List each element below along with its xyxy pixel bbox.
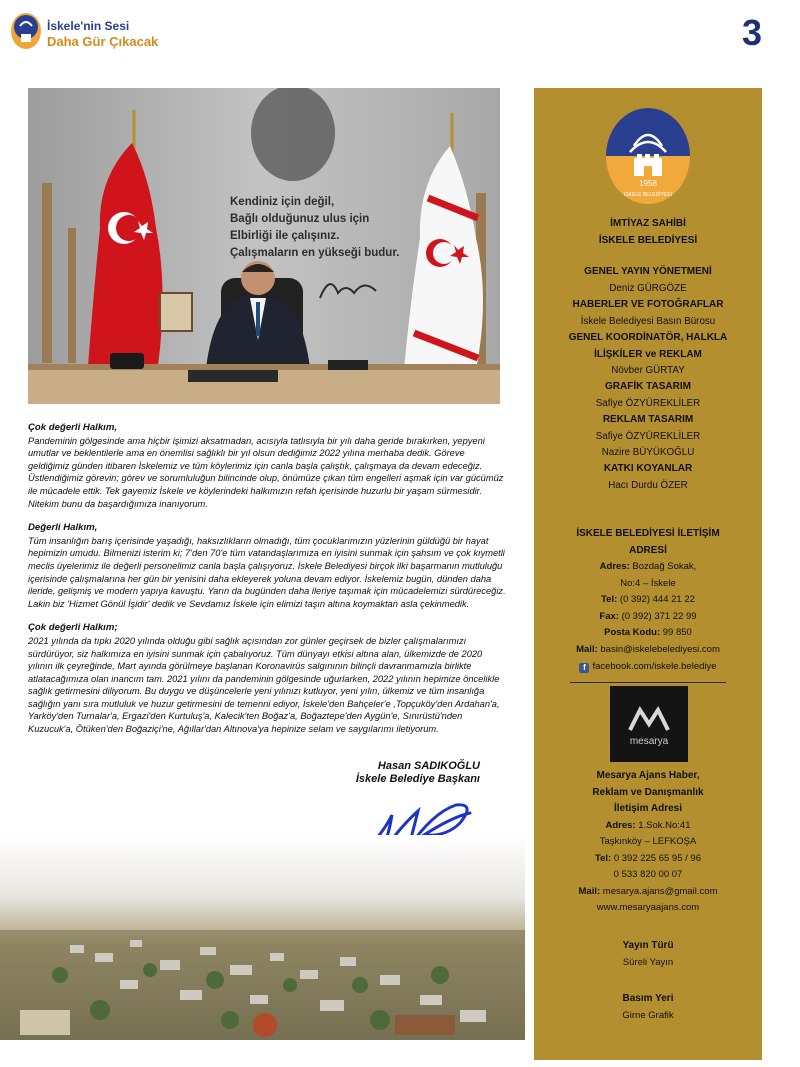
credit-heading: HABERLER VE FOTOĞRAFLAR [572,299,724,310]
agency-address-line2: Taşkınköy – LEFKOŞA [599,836,697,847]
aerial-town-photo [0,835,525,1040]
municipality-contact [534,526,762,642]
tel-value: (0 392) 444 21 22 [619,594,695,605]
address-label: Adres: [599,561,630,572]
letter-greeting: Çok değerli Halkım, [28,422,118,433]
print-place-value: Girne Grafik [622,1009,674,1021]
agency-contact [534,768,762,917]
tel-label: Tel: [601,594,618,605]
mail-link[interactable]: basin@iskelebelediyesi.com [600,644,720,655]
mesarya-logo [610,686,688,762]
publication-type-label: Yayın Türü [622,940,674,951]
agency-address-label: Adres: [605,819,636,831]
signature-title: İskele Belediye Başkanı [355,773,480,785]
facebook-icon: f [579,663,589,673]
credit-heading: GRAFİK TASARIM [605,381,691,392]
credit-value: Safiye ÖZYÜREKLİLER [595,397,701,409]
signature-block [356,760,480,786]
divider [570,682,726,683]
mayor-office-photo [28,88,500,404]
municipality-logo-icon [10,12,42,50]
agency-tel-value: 0 392 225 65 95 / 96 [613,852,701,864]
credit-graphic-design [534,379,762,412]
agency-address-value: 1.Sok.No:41 [638,819,691,831]
brand-tagline-line2: Daha Gür Çıkacak [47,34,159,49]
address-value: Bozdağ Sokak, [632,561,697,572]
postcode-label: Posta Kodu: [604,627,661,638]
wall-text-line: Çalışmaların en yükseği budur. [230,247,400,259]
agency-heading: Mesarya Ajans Haber, [596,770,700,781]
publication-type [534,938,762,971]
credit-heading: KATKI KOYANLAR [603,463,693,474]
credit-coordinator [534,330,762,380]
agency-heading: İletişim Adresi [614,803,682,814]
fax-label: Fax: [599,610,619,622]
agency-mail-label: Mail: [578,885,601,897]
publication-type-value: Süreli Yayın [622,956,674,968]
credit-heading: İMTİYAZ SAHİBİ [610,218,686,229]
municipality-online [534,642,762,675]
fax-value: (0 392) 371 22 99 [621,610,697,622]
credit-value: Nazire BÜYÜKOĞLU [601,447,695,458]
agency-tel-label: Tel: [595,852,612,864]
credit-contributors [534,461,762,494]
credit-value: Deniz GÜRGÖZE [609,282,687,294]
credit-owner [534,216,762,249]
page-number: 3 [741,12,762,53]
credit-news [534,297,762,330]
postcode-value: 99 850 [662,627,692,638]
agency-tel-line2: 0 533 820 00 07 [613,869,683,880]
letter-paragraph: 2021 yılında da tıpkı 2020 yılında olduğu gibi sağlık açısından zor günler geçirsek de bizler çalışmalarımızı sürdürüyor, siz halkımıza en iyisini sunmak için çabalıyoruz. Tüm dünyayı etkisi altına alan, ülkemizde de 2020 yılının ilk çeyreğinde, Mart ayında görülmeye başlanan Koronavirüs salgınının bilinçli davranmamızla birlikte atlatacağımıza olan inancım tam. 2021 yılını da pandeminin gölgesinde uğurlarken, 2022 yılının hepimize öncelikle sağlık getirmesini diliyorum. Bu duygu ve düşüncelerle yeni yılınızı kutluyor, yeni yılın, ülkemiz ve tüm insanlığa sağlığın yanı sıra mutluluk ve huzur getirmesini de temenni ediyor, İskele'den Bahçeler'e ,Topçuköy'den Ardahan'a, Yarköy'den Turnalar'a, Ergazi'den Kurtuluş'a, Kalecik'ten Boğaz'a, Boğaztepe'den Aygün'e, Sınırüstü'nden Kuzucuk'a, Ötüken'den Boğaziçi'ne, Ağıllar'dan Altınova'ya hepinize selam ve saygılarımı iletiyorum. [28,635,500,735]
agency-heading: Reklam ve Danışmanlık [592,786,704,798]
letter-greeting: Çok değerli Halkım; [28,622,118,634]
letter-paragraph: Tüm insanlığın barış içerisinde yaşadığı, haksızlıkların olmadığı, tüm çocuklarımızın yüzlerinin güldüğü bir hayat hepimizin umudu. Bilmenizi isterim ki; 7'den 70'e tüm vatandaşlarımıza en iyisini sunmak için şahsım ve çok kıymetli meclis üyelerimiz ile değerli personelimiz canla başla çalışıyoruz. İskele Belediyesi birçok ilki başarmanın mutluluğu içerisinde çalışmalarına her gün bir yenisini daha ekleyerek yoluna devam ediyor. İskelemiz bugün, dünden daha ileride, gelişmiş ve modern yapıya kavuştu. Yarın da bugünden daha ileriye taşımak için mücadelemizi sürdüreceğiz. Lakin biz 'Hizmet Gönül İşidir' dedik ve Sevdamız İskele için elimizi taşın altına koymaktan asla çekinmedik. [28,535,506,609]
municipality-seal-icon [604,106,692,206]
credit-ad-design [534,412,762,462]
wall-text-line: Kendiniz için değil, [230,196,335,208]
contact-heading: İSKELE BELEDİYESİ İLETİŞİM ADRESİ [576,528,720,556]
mayor-letter [28,422,506,748]
credit-heading: GENEL KOORDİNATÖR, HALKLA İLİŞKİLER ve REKLAM [568,332,728,360]
wall-text-line: Elbirliği ile çalışınız. [230,230,340,242]
credit-heading: GENEL YAYIN YÖNETMENİ [584,266,712,277]
credit-value: Hacı Durdu ÖZER [608,479,688,491]
letter-paragraph: Pandeminin gölgesinde ama hiçbir işimizi aksatmadan, acısıyla tatlısıyla bir yılı daha geride bırakırken, yepyeni umutlar ve beklentilerle ama en önemlisi sağlıklı bir yıl olsun dediğimiz 2022 yılına merhaba dedik. Göreve geldiğimiz günden itibaren İskelemiz ve tüm köylerimiz için canla başla çalıştık, çalışmaya da devam edeceğiz. Üstlendiğimiz görevin; görev ve sorumluluğun bilincinde olup, önümüze çıkan tüm engelleri aşmak için var gücümüz ile mücadele ettik. Tek gayemiz İskele ve köylerindeki halkımızın refah içerisinde huzurlu bir yaşam sürmesidir. Nitekim bunu da başardığımıza inanıyorum. [28,435,504,509]
masthead-sidebar [534,88,762,1060]
agency-mail-link[interactable]: mesarya.ajans@gmail.com [602,885,718,897]
print-place-label: Basım Yeri [622,993,674,1004]
credit-value: Safiye ÖZYÜREKLİLER [595,430,701,442]
signature-name: Hasan SADIKOĞLU [377,760,480,772]
agency-web-link[interactable]: www.mesaryaajans.com [596,902,700,913]
mesarya-logo-text: mesarya [629,736,669,747]
credit-value: Növber GÜRTAY [611,365,685,376]
letter-greeting: Değerli Halkım, [28,522,98,534]
seal-year: 1958 [639,179,657,188]
seal-text: İSKELE BELEDİYESİ [623,192,673,198]
credit-editor [534,264,762,297]
facebook-link[interactable]: facebook.com/iskele.belediye [592,660,717,672]
credit-heading: REKLAM TASARIM [602,414,694,425]
mail-label: Mail: [576,644,598,655]
address-line2: No:4 – İskele [620,577,676,589]
mesarya-logo-icon [630,710,668,730]
credit-value: İskele Belediyesi Basın Bürosu [580,315,716,327]
wall-text-line: Bağlı olduğunuz ulus için [230,213,370,225]
print-place [534,991,762,1024]
credit-value: İSKELE BELEDİYESİ [598,234,698,246]
brand-tagline-line1: İskele'nin Sesi [47,19,130,33]
